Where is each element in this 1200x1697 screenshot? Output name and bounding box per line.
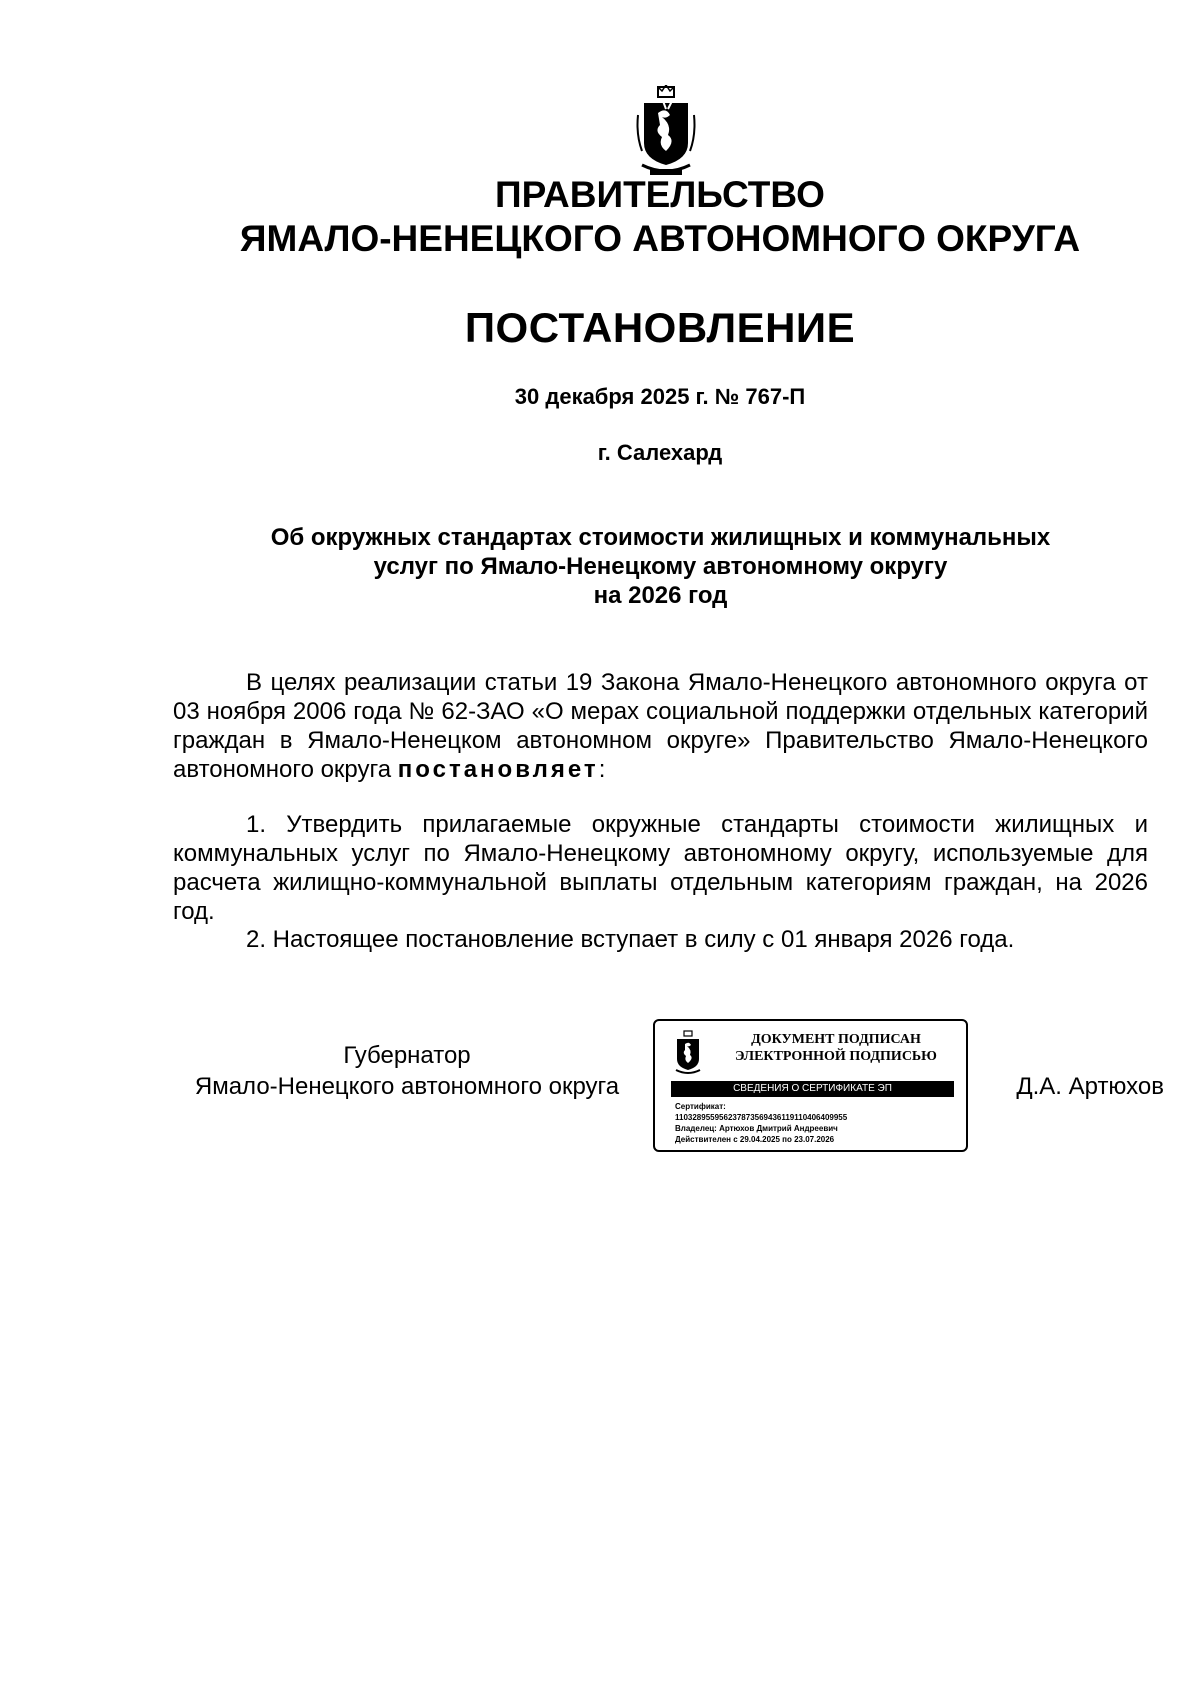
stamp-cert-number: 11032895595623787356943611911040640995​5 — [675, 1113, 848, 1122]
item-2: 2. Настоящее постановление вступает в силу с 01 января 2026 года. — [246, 926, 1015, 953]
preamble-paragraph — [173, 668, 1148, 784]
stamp-cert-label: Сертификат: — [675, 1102, 726, 1111]
date-number: 30 декабря 2025 г. № 767-П — [514, 384, 806, 409]
title-line-1: Об окружных стандартах стоимости жилищных и коммунальных — [270, 524, 1051, 551]
stamp-owner: Владелец: Артюхов Дмитрий Андреевич — [675, 1124, 838, 1133]
document-title — [173, 523, 1148, 610]
preamble-end: : — [598, 756, 606, 783]
item-1: 1. Утвердить прилагаемые окружные стандарты стоимости жилищных и коммунальных услуг по Ямало-Ненецкому автономному округу, используемые для расчета жилищно-коммунальной выплаты отдельным категориям граждан, на 2026 год. — [173, 811, 1148, 925]
stamp-heading-line2: ЭЛЕКТРОННОЙ ПОДПИСЬЮ — [735, 1049, 937, 1064]
signatory-role-line2: Ямало-Ненецкого автономного округа — [194, 1073, 620, 1100]
government-title-line1: ПРАВИТЕЛЬСТВО — [495, 174, 825, 215]
preamble-bold-word: постановляет — [397, 756, 599, 783]
government-title-line2: ЯМАЛО-НЕНЕЦКОГО АВТОНОМНОГО ОКРУГА — [239, 218, 1081, 259]
coat-of-arms-icon — [636, 85, 696, 179]
stamp-certificate-bar: СВЕДЕНИЯ О СЕРТИФИКАТЕ ЭП — [671, 1081, 954, 1097]
stamp-validity: Действителен с 29.04.2025 по 23.07.2026 — [675, 1135, 835, 1144]
signatory-name: Д.А. Артюхов — [1016, 1073, 1164, 1100]
document-type: ПОСТАНОВЛЕНИЕ — [464, 304, 856, 351]
title-line-2: услуг по Ямало-Ненецкому автономному округу — [373, 553, 948, 580]
signatory-role — [172, 1040, 642, 1102]
coat-of-arms-small-icon — [673, 1030, 703, 1076]
signatory-role-line1: Губернатор — [343, 1042, 471, 1069]
title-line-3: на 2026 год — [593, 582, 728, 609]
stamp-heading — [717, 1031, 955, 1065]
electronic-signature-stamp — [653, 1019, 968, 1152]
preamble-text: В целях реализации статьи 19 Закона Ямало-Ненецкого автономного округа от 03 ноября 2006 года № 62-ЗАО «О мерах социальной поддержки отдельных категорий граждан в Ямало-Ненецком автономном округе» Правительство Ямало-Ненецкого автономного округа — [173, 669, 1148, 783]
stamp-heading-line1: ДОКУМЕНТ ПОДПИСАН — [751, 1032, 921, 1047]
city: г. Салехард — [597, 440, 723, 465]
